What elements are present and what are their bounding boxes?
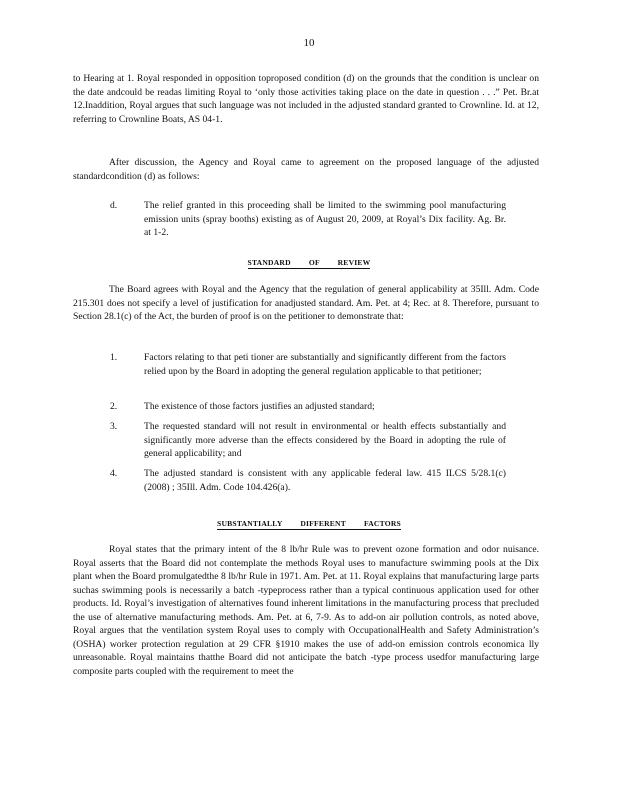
condition-d-text: The relief granted in this proceeding shall be limited to the swimming pool manufacturing emission units (spray booths) existing as of August 20, 2009, at Royal’s Dix facility. Ag. Br. at 1-2. (144, 200, 506, 238)
condition-d-label: d. (110, 200, 118, 211)
list-item-4-label: 4. (110, 468, 118, 479)
paragraph-burden-of-proof: The Board agrees with Royal and the Agency that the regulation of general applicability at 35Ill. Adm. Code 215.301 does not specify a level of justification for anadjusted standard. Am. Pet. at 4; Rec. at 8. Therefore, pursuant to Section 28.1(c) of the Act, the burden of proof is on the petitioner to demonstrate that: (73, 284, 539, 322)
list-item-4-text: The adjusted standard is consistent with any applicable federal law. 415 ILCS 5/28.1(c) (2008) ; 35Ill. Adm. Code 104.426(a). (144, 468, 506, 493)
list-item-1-label: 1. (110, 352, 118, 363)
heading-substantially-different-factors (0, 517, 618, 531)
heading-standard-of-review-text: STANDARD OF REVIEW (247, 258, 371, 267)
heading-substantially-different-factors-text: SUBSTANTIALLY DIFFERENT FACTORS (217, 519, 401, 528)
list-item-2-label: 2. (110, 401, 118, 412)
page-number: 10 (303, 37, 315, 49)
paragraph-royal-states: Royal states that the primary intent of the 8 lb/hr Rule was to prevent ozone formation and odor nuisance. Royal asserts that the Board did not contemplate the methods Royal uses to manufacture swimming pools at the Dix plant when the Board promulgatedthe 8 lb/hr Rule in 1971. Am. Pet. at 11. Royal explains that manufacturing large parts suchas swimming pools is necessarily a batch -typeprocess rather than a typical continuous application used for other products. Id. Royal’s investigation of alternatives found inherent limitations in the manufacturing process that precluded the use of alternative manufacturing methods. Am. Pet. at 6, 7-9. As to add-on air pollution controls, as noted above, Royal argues that the ventilation system Royal uses to comply with OccupationalHealth and Safety Administration’s (OSHA) worker protection regulation at 29 CFR §1910 makes the use of add-on emission controls economica lly unreasonable. Royal maintains thatthe Board did not anticipate the batch -type process usedfor manufacturing large composite parts coupled with the requirement to meet the (73, 544, 539, 677)
list-item-1-text: Factors relating to that peti tioner are substantially and significantly different from the factors relied upon by the Board in adopting the general regulation applicable to that petitioner; (144, 352, 506, 377)
paragraph-agreement: After discussion, the Agency and Royal came to agreement on the proposed language of the adjusted standardcondition (d) as follows: (73, 157, 539, 182)
list-item-2-text: The existence of those factors justifies an adjusted standard; (144, 401, 375, 412)
heading-standard-of-review (0, 256, 618, 270)
list-item-3-label: 3. (110, 421, 118, 432)
list-item-3-text: The requested standard will not result in environmental or health effects substantially and significantly more adverse than the effects considered by the Board in adopting the rule of general applicability; and (144, 421, 506, 459)
paragraph-hearing-response: to Hearing at 1. Royal responded in opposition toproposed condition (d) on the grounds that the condition is unclear on the date andcould be readas limiting Royal to ‘only those activities taking place on the date in question . . .” Pet. Br.at 12.Inaddition, Royal argues that such language was not included in the adjusted standard granted to Crownline. Id. at 12, referring to Crownline Boats, AS 04-1. (73, 73, 539, 125)
